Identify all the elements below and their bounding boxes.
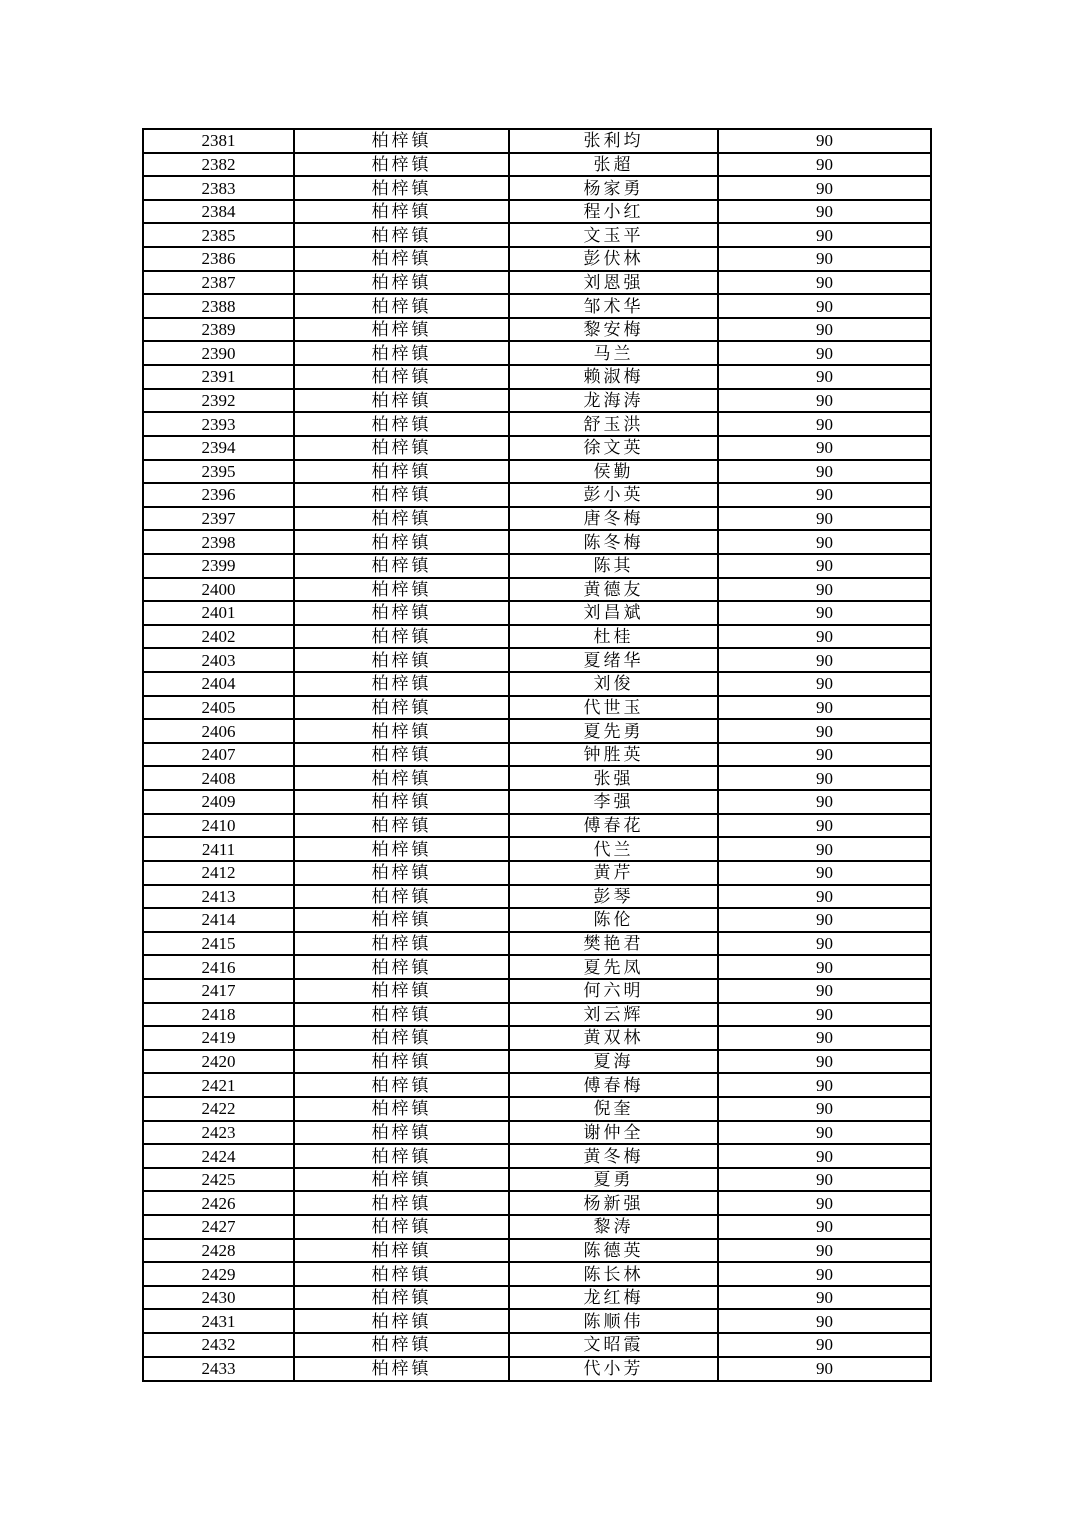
score-cell: 90: [718, 176, 931, 200]
person-name-cell: 龙红梅: [509, 1286, 718, 1310]
town-cell: 柏梓镇: [294, 1191, 509, 1215]
score-cell: 90: [718, 223, 931, 247]
person-name-cell: 龙海涛: [509, 389, 718, 413]
table-row: [143, 412, 931, 436]
table-row: [143, 1239, 931, 1263]
town-cell: 柏梓镇: [294, 696, 509, 720]
serial-number-cell: 2428: [143, 1239, 294, 1263]
person-name-cell: 陈冬梅: [509, 530, 718, 554]
score-cell: 90: [718, 460, 931, 484]
serial-number-cell: 2415: [143, 932, 294, 956]
score-cell: 90: [718, 1239, 931, 1263]
serial-number-cell: 2427: [143, 1215, 294, 1239]
score-cell: 90: [718, 1050, 931, 1074]
score-cell: 90: [718, 247, 931, 271]
serial-number-cell: 2401: [143, 601, 294, 625]
table-row: [143, 790, 931, 814]
person-name-cell: 黄芹: [509, 861, 718, 885]
town-cell: 柏梓镇: [294, 766, 509, 790]
person-name-cell: 刘昌斌: [509, 601, 718, 625]
table-row: [143, 696, 931, 720]
score-cell: 90: [718, 271, 931, 295]
score-cell: 90: [718, 955, 931, 979]
score-cell: 90: [718, 672, 931, 696]
serial-number-cell: 2393: [143, 412, 294, 436]
town-cell: 柏梓镇: [294, 672, 509, 696]
person-name-cell: 赖淑梅: [509, 365, 718, 389]
score-cell: 90: [718, 1191, 931, 1215]
table-row: [143, 389, 931, 413]
serial-number-cell: 2414: [143, 908, 294, 932]
town-cell: 柏梓镇: [294, 341, 509, 365]
table-row: [143, 885, 931, 909]
score-cell: 90: [718, 318, 931, 342]
table-row: [143, 436, 931, 460]
table-row: [143, 1262, 931, 1286]
person-name-cell: 杨新强: [509, 1191, 718, 1215]
town-cell: 柏梓镇: [294, 294, 509, 318]
score-cell: 90: [718, 1121, 931, 1145]
table-row: [143, 932, 931, 956]
table-row: [143, 1073, 931, 1097]
town-cell: 柏梓镇: [294, 412, 509, 436]
person-name-cell: 黎安梅: [509, 318, 718, 342]
town-cell: 柏梓镇: [294, 460, 509, 484]
serial-number-cell: 2416: [143, 955, 294, 979]
score-cell: 90: [718, 1333, 931, 1357]
table-row: [143, 578, 931, 602]
town-cell: 柏梓镇: [294, 1215, 509, 1239]
town-cell: 柏梓镇: [294, 648, 509, 672]
score-cell: 90: [718, 1286, 931, 1310]
table-row: [143, 483, 931, 507]
town-cell: 柏梓镇: [294, 955, 509, 979]
table-row: [143, 129, 931, 153]
town-cell: 柏梓镇: [294, 554, 509, 578]
town-cell: 柏梓镇: [294, 861, 509, 885]
table-row: [143, 837, 931, 861]
town-cell: 柏梓镇: [294, 932, 509, 956]
score-cell: 90: [718, 766, 931, 790]
serial-number-cell: 2391: [143, 365, 294, 389]
person-name-cell: 夏绪华: [509, 648, 718, 672]
serial-number-cell: 2392: [143, 389, 294, 413]
serial-number-cell: 2386: [143, 247, 294, 271]
score-cell: 90: [718, 814, 931, 838]
town-cell: 柏梓镇: [294, 719, 509, 743]
table-row: [143, 743, 931, 767]
table-row: [143, 1003, 931, 1027]
table-row: [143, 153, 931, 177]
serial-number-cell: 2430: [143, 1286, 294, 1310]
score-cell: 90: [718, 625, 931, 649]
table-row: [143, 223, 931, 247]
person-name-cell: 夏海: [509, 1050, 718, 1074]
serial-number-cell: 2388: [143, 294, 294, 318]
serial-number-cell: 2400: [143, 578, 294, 602]
person-name-cell: 陈长林: [509, 1262, 718, 1286]
town-cell: 柏梓镇: [294, 176, 509, 200]
serial-number-cell: 2424: [143, 1144, 294, 1168]
serial-number-cell: 2387: [143, 271, 294, 295]
person-name-cell: 杨家勇: [509, 176, 718, 200]
table-row: [143, 1309, 931, 1333]
table-row: [143, 200, 931, 224]
town-cell: 柏梓镇: [294, 223, 509, 247]
score-cell: 90: [718, 554, 931, 578]
town-cell: 柏梓镇: [294, 601, 509, 625]
serial-number-cell: 2431: [143, 1309, 294, 1333]
town-cell: 柏梓镇: [294, 1357, 509, 1381]
table-row: [143, 530, 931, 554]
serial-number-cell: 2420: [143, 1050, 294, 1074]
town-cell: 柏梓镇: [294, 908, 509, 932]
town-cell: 柏梓镇: [294, 743, 509, 767]
person-name-cell: 黄双林: [509, 1026, 718, 1050]
score-cell: 90: [718, 530, 931, 554]
serial-number-cell: 2404: [143, 672, 294, 696]
score-cell: 90: [718, 436, 931, 460]
serial-number-cell: 2422: [143, 1097, 294, 1121]
person-name-cell: 彭伏林: [509, 247, 718, 271]
serial-number-cell: 2384: [143, 200, 294, 224]
town-cell: 柏梓镇: [294, 389, 509, 413]
score-cell: 90: [718, 129, 931, 153]
person-name-cell: 张利均: [509, 129, 718, 153]
table-row: [143, 271, 931, 295]
town-cell: 柏梓镇: [294, 1026, 509, 1050]
table-row: [143, 814, 931, 838]
table-row: [143, 648, 931, 672]
serial-number-cell: 2426: [143, 1191, 294, 1215]
town-cell: 柏梓镇: [294, 247, 509, 271]
score-cell: 90: [718, 837, 931, 861]
table-row: [143, 955, 931, 979]
person-name-cell: 谢仲全: [509, 1121, 718, 1145]
table-row: [143, 719, 931, 743]
person-name-cell: 倪奎: [509, 1097, 718, 1121]
serial-number-cell: 2413: [143, 885, 294, 909]
serial-number-cell: 2405: [143, 696, 294, 720]
person-name-cell: 代世玉: [509, 696, 718, 720]
score-cell: 90: [718, 743, 931, 767]
serial-number-cell: 2408: [143, 766, 294, 790]
serial-number-cell: 2419: [143, 1026, 294, 1050]
score-cell: 90: [718, 1144, 931, 1168]
serial-number-cell: 2395: [143, 460, 294, 484]
score-cell: 90: [718, 861, 931, 885]
serial-number-cell: 2381: [143, 129, 294, 153]
table-row: [143, 1333, 931, 1357]
table-row: [143, 365, 931, 389]
score-cell: 90: [718, 200, 931, 224]
table-row: [143, 294, 931, 318]
person-name-cell: 黄德友: [509, 578, 718, 602]
town-cell: 柏梓镇: [294, 979, 509, 1003]
table-row: [143, 460, 931, 484]
score-cell: 90: [718, 1309, 931, 1333]
person-name-cell: 张强: [509, 766, 718, 790]
person-name-cell: 陈其: [509, 554, 718, 578]
person-name-cell: 彭琴: [509, 885, 718, 909]
serial-number-cell: 2418: [143, 1003, 294, 1027]
person-name-cell: 马兰: [509, 341, 718, 365]
town-cell: 柏梓镇: [294, 483, 509, 507]
person-name-cell: 樊艳君: [509, 932, 718, 956]
serial-number-cell: 2399: [143, 554, 294, 578]
score-cell: 90: [718, 507, 931, 531]
person-name-cell: 陈顺伟: [509, 1309, 718, 1333]
person-name-cell: 傅春花: [509, 814, 718, 838]
town-cell: 柏梓镇: [294, 507, 509, 531]
score-cell: 90: [718, 1003, 931, 1027]
person-name-cell: 傅春梅: [509, 1073, 718, 1097]
serial-number-cell: 2407: [143, 743, 294, 767]
table-row: [143, 341, 931, 365]
serial-number-cell: 2406: [143, 719, 294, 743]
town-cell: 柏梓镇: [294, 1121, 509, 1145]
score-cell: 90: [718, 1097, 931, 1121]
town-cell: 柏梓镇: [294, 790, 509, 814]
serial-number-cell: 2390: [143, 341, 294, 365]
person-name-cell: 刘云辉: [509, 1003, 718, 1027]
person-name-cell: 文玉平: [509, 223, 718, 247]
score-cell: 90: [718, 389, 931, 413]
serial-number-cell: 2411: [143, 837, 294, 861]
town-cell: 柏梓镇: [294, 1050, 509, 1074]
serial-number-cell: 2394: [143, 436, 294, 460]
serial-number-cell: 2410: [143, 814, 294, 838]
score-cell: 90: [718, 1357, 931, 1381]
score-cell: 90: [718, 908, 931, 932]
town-cell: 柏梓镇: [294, 578, 509, 602]
town-cell: 柏梓镇: [294, 837, 509, 861]
serial-number-cell: 2432: [143, 1333, 294, 1357]
serial-number-cell: 2396: [143, 483, 294, 507]
score-cell: 90: [718, 719, 931, 743]
person-name-cell: 陈伦: [509, 908, 718, 932]
serial-number-cell: 2425: [143, 1168, 294, 1192]
town-cell: 柏梓镇: [294, 271, 509, 295]
serial-number-cell: 2397: [143, 507, 294, 531]
table-row: [143, 1121, 931, 1145]
table-row: [143, 601, 931, 625]
person-name-cell: 侯勤: [509, 460, 718, 484]
town-cell: 柏梓镇: [294, 1239, 509, 1263]
table-row: [143, 1026, 931, 1050]
person-name-cell: 陈德英: [509, 1239, 718, 1263]
person-name-cell: 钟胜英: [509, 743, 718, 767]
town-cell: 柏梓镇: [294, 1168, 509, 1192]
town-cell: 柏梓镇: [294, 625, 509, 649]
person-name-cell: 彭小英: [509, 483, 718, 507]
serial-number-cell: 2382: [143, 153, 294, 177]
person-name-cell: 刘恩强: [509, 271, 718, 295]
score-cell: 90: [718, 578, 931, 602]
person-name-cell: 夏先勇: [509, 719, 718, 743]
person-name-cell: 刘俊: [509, 672, 718, 696]
table-row: [143, 908, 931, 932]
table-row: [143, 554, 931, 578]
serial-number-cell: 2429: [143, 1262, 294, 1286]
table-row: [143, 1050, 931, 1074]
table-row: [143, 1286, 931, 1310]
serial-number-cell: 2421: [143, 1073, 294, 1097]
table-row: [143, 507, 931, 531]
score-cell: 90: [718, 1026, 931, 1050]
town-cell: 柏梓镇: [294, 1262, 509, 1286]
person-name-cell: 代兰: [509, 837, 718, 861]
table-row: [143, 247, 931, 271]
serial-number-cell: 2402: [143, 625, 294, 649]
town-cell: 柏梓镇: [294, 1286, 509, 1310]
person-name-cell: 文昭霞: [509, 1333, 718, 1357]
town-cell: 柏梓镇: [294, 1097, 509, 1121]
serial-number-cell: 2423: [143, 1121, 294, 1145]
serial-number-cell: 2403: [143, 648, 294, 672]
score-table-body: [143, 129, 931, 1381]
score-cell: 90: [718, 365, 931, 389]
serial-number-cell: 2389: [143, 318, 294, 342]
table-row: [143, 766, 931, 790]
serial-number-cell: 2433: [143, 1357, 294, 1381]
serial-number-cell: 2385: [143, 223, 294, 247]
person-name-cell: 程小红: [509, 200, 718, 224]
score-cell: 90: [718, 696, 931, 720]
town-cell: 柏梓镇: [294, 814, 509, 838]
table-row: [143, 861, 931, 885]
town-cell: 柏梓镇: [294, 530, 509, 554]
town-cell: 柏梓镇: [294, 1144, 509, 1168]
table-row: [143, 1168, 931, 1192]
score-table: [142, 128, 932, 1382]
town-cell: 柏梓镇: [294, 153, 509, 177]
score-cell: 90: [718, 648, 931, 672]
table-row: [143, 1357, 931, 1381]
person-name-cell: 舒玉洪: [509, 412, 718, 436]
town-cell: 柏梓镇: [294, 885, 509, 909]
table-row: [143, 1191, 931, 1215]
person-name-cell: 代小芳: [509, 1357, 718, 1381]
town-cell: 柏梓镇: [294, 129, 509, 153]
score-cell: 90: [718, 979, 931, 1003]
score-cell: 90: [718, 1168, 931, 1192]
town-cell: 柏梓镇: [294, 1309, 509, 1333]
table-row: [143, 672, 931, 696]
person-name-cell: 杜桂: [509, 625, 718, 649]
table-row: [143, 625, 931, 649]
person-name-cell: 黎涛: [509, 1215, 718, 1239]
table-row: [143, 176, 931, 200]
town-cell: 柏梓镇: [294, 318, 509, 342]
score-cell: 90: [718, 1073, 931, 1097]
town-cell: 柏梓镇: [294, 200, 509, 224]
score-cell: 90: [718, 932, 931, 956]
person-name-cell: 黄冬梅: [509, 1144, 718, 1168]
person-name-cell: 何六明: [509, 979, 718, 1003]
town-cell: 柏梓镇: [294, 1003, 509, 1027]
person-name-cell: 李强: [509, 790, 718, 814]
table-row: [143, 1097, 931, 1121]
town-cell: 柏梓镇: [294, 436, 509, 460]
score-cell: 90: [718, 790, 931, 814]
table-row: [143, 318, 931, 342]
score-cell: 90: [718, 1262, 931, 1286]
table-row: [143, 1215, 931, 1239]
town-cell: 柏梓镇: [294, 1073, 509, 1097]
score-cell: 90: [718, 341, 931, 365]
score-cell: 90: [718, 1215, 931, 1239]
serial-number-cell: 2417: [143, 979, 294, 1003]
score-cell: 90: [718, 153, 931, 177]
person-name-cell: 邹术华: [509, 294, 718, 318]
serial-number-cell: 2409: [143, 790, 294, 814]
table-row: [143, 1144, 931, 1168]
score-cell: 90: [718, 483, 931, 507]
town-cell: 柏梓镇: [294, 365, 509, 389]
score-cell: 90: [718, 601, 931, 625]
serial-number-cell: 2398: [143, 530, 294, 554]
serial-number-cell: 2412: [143, 861, 294, 885]
town-cell: 柏梓镇: [294, 1333, 509, 1357]
person-name-cell: 徐文英: [509, 436, 718, 460]
serial-number-cell: 2383: [143, 176, 294, 200]
person-name-cell: 唐冬梅: [509, 507, 718, 531]
score-cell: 90: [718, 294, 931, 318]
score-cell: 90: [718, 885, 931, 909]
score-cell: 90: [718, 412, 931, 436]
table-row: [143, 979, 931, 1003]
person-name-cell: 夏勇: [509, 1168, 718, 1192]
person-name-cell: 夏先凤: [509, 955, 718, 979]
person-name-cell: 张超: [509, 153, 718, 177]
